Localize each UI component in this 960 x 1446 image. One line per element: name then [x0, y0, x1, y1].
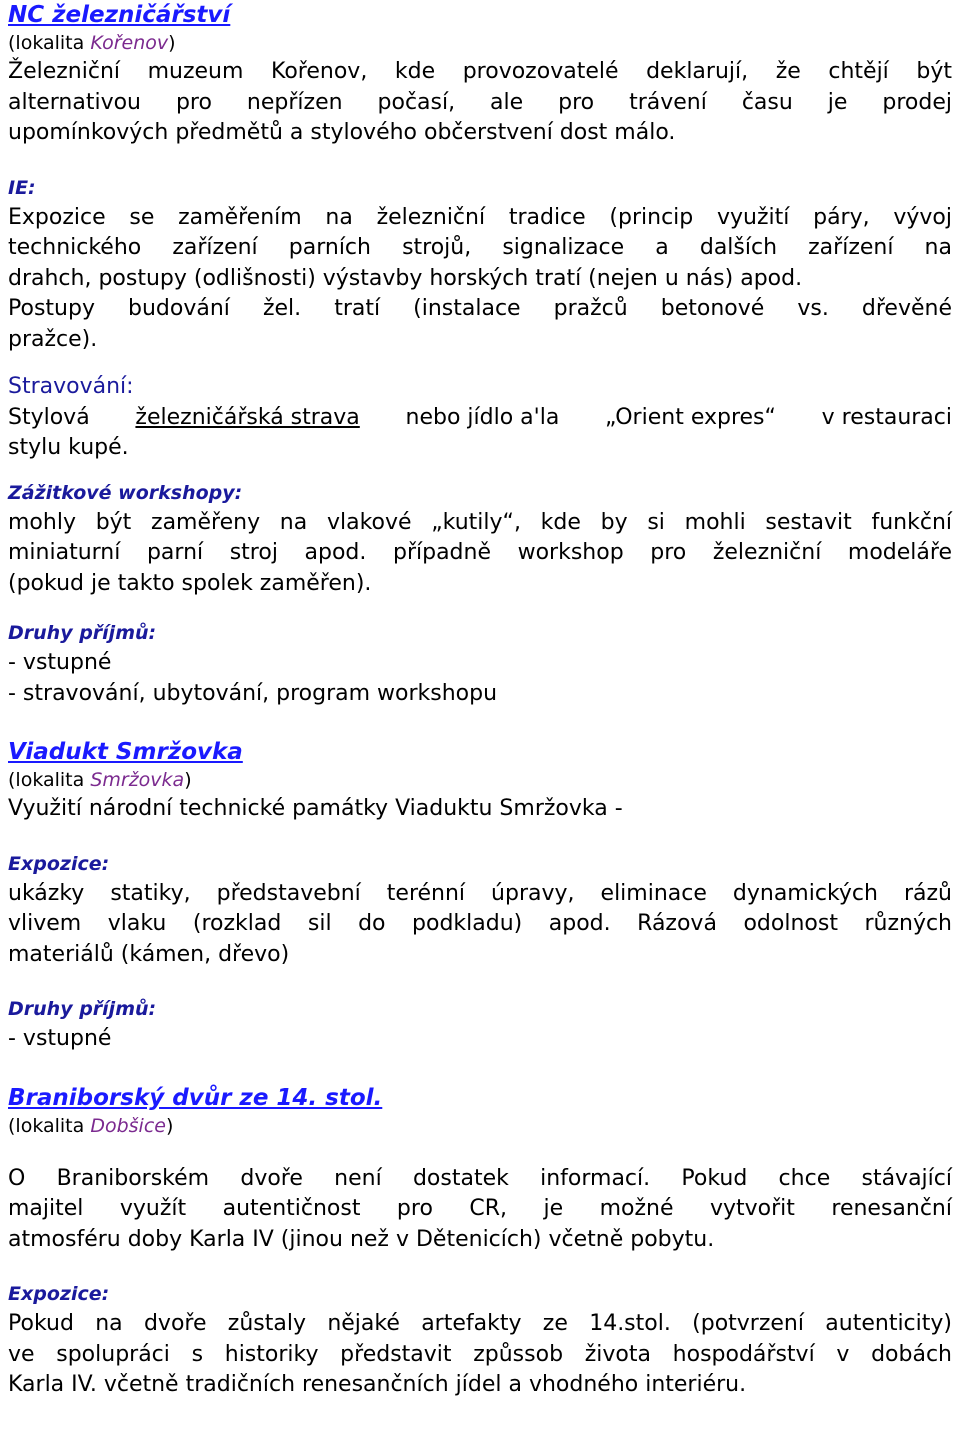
paragraph-line: alternativou pro nepřízen počasí, ale pro trávení času je prodej — [8, 89, 952, 115]
locality-prefix: (lokalita — [8, 32, 91, 54]
stravovani-text-e: v restauraci — [821, 404, 952, 430]
stravovani-link-strava: železničářská strava — [135, 404, 360, 430]
locality-place: Dobšice — [90, 1114, 166, 1137]
paragraph-line: ukázky statiky, představební terénní úpravy, eliminace dynamických rázů — [8, 880, 952, 906]
paragraph-line: technického zařízení parních strojů, signalizace a dalších zařízení na — [8, 235, 952, 260]
income-label: Druhy příjmů: — [8, 998, 157, 1020]
ie-label: IE: — [8, 176, 36, 199]
section-title-viadukt-smrzovka[interactable]: Viadukt Smržovka — [8, 739, 243, 765]
paragraph-line: Expozice se zaměřením na železniční tradice (princip využití páry, vývoj — [8, 204, 952, 230]
paragraph-line: mohly být zaměřeny na vlakové „kutily“, kde by si mohli sestavit funkční — [8, 509, 952, 535]
stravovani-text-c: nebo jídlo a'la — [405, 404, 560, 430]
section-title-braniborsky-dvur[interactable]: Braniborský dvůr ze 14. stol. — [8, 1084, 383, 1111]
paragraph-line: Postupy budování žel. tratí (instalace pražců betonové vs. dřevěné — [8, 296, 952, 321]
locality-line — [8, 1113, 952, 1140]
paragraph-line: drahch, postupy (odlišnosti) výstavby horských tratí (nejen u nás) apod. — [8, 265, 803, 291]
paragraph-line: O Braniborském dvoře není dostatek informací. Pokud chce stávající — [8, 1165, 952, 1191]
locality-suffix: ) — [184, 769, 192, 791]
locality-line — [8, 30, 952, 57]
locality-prefix: (lokalita — [8, 1114, 91, 1137]
locality-place: Smržovka — [90, 769, 185, 791]
paragraph-line: pražce). — [8, 326, 98, 352]
paragraph-line: Karla IV. včetně tradičních renesančních jídel a vhodného interiéru. — [8, 1372, 747, 1397]
income-item: - vstupné — [8, 1026, 112, 1051]
paragraph-line: (pokud je takto spolek zaměřen). — [8, 570, 372, 596]
locality-line — [8, 767, 952, 794]
income-item: - stravování, ubytování, program workshopu — [8, 680, 498, 706]
expozice-label: Expozice: — [8, 852, 110, 875]
stravovani-label: Stravování: — [8, 374, 134, 399]
stravovani-link-orient: „Orient expres“ — [605, 404, 776, 430]
locality-suffix: ) — [168, 32, 176, 54]
paragraph-line: ve spolupráci s historiky představit způssob života hospodářství v dobách — [8, 1341, 952, 1367]
stravovani-line — [8, 403, 952, 434]
paragraph-line: miniaturní parní stroj apod. případně workshop pro železniční modeláře — [8, 540, 952, 565]
locality-prefix: (lokalita — [8, 769, 91, 791]
paragraph-line: atmosféru doby Karla IV (jinou než v Dětenicích) včetně pobytu. — [8, 1226, 715, 1252]
income-item: - vstupné — [8, 650, 112, 675]
expozice-label: Expozice: — [8, 1283, 110, 1305]
paragraph-line: Využití národní technické památky Viaduktu Smržovka - — [8, 796, 623, 821]
paragraph-line: upomínkových předmětů a stylového občerstvení dost málo. — [8, 120, 676, 145]
locality-place: Kořenov — [90, 32, 169, 54]
paragraph-line: stylu kupé. — [8, 435, 129, 460]
paragraph-line: materiálů (kámen, dřevo) — [8, 941, 290, 967]
workshopy-label: Zážitkové workshopy: — [8, 481, 243, 504]
paragraph-line: majitel využít autentičnost pro CR, je možné vytvořit renesanční — [8, 1196, 952, 1221]
stravovani-text-a: Stylová — [8, 404, 90, 430]
section-title-nc-zeleznicarstvi[interactable]: NC železničářství — [8, 2, 231, 28]
paragraph-line: vlivem vlaku (rozklad sil do podkladu) apod. Rázová odolnost různých — [8, 911, 952, 936]
locality-suffix: ) — [165, 1114, 174, 1137]
income-label: Druhy příjmů: — [8, 622, 157, 644]
paragraph-line: Pokud na dvoře zůstaly nějaké artefakty ze 14.stol. (potvrzení autenticity) — [8, 1311, 952, 1336]
paragraph-line: Železniční muzeum Kořenov, kde provozovatelé deklarují, že chtějí být — [8, 59, 952, 84]
